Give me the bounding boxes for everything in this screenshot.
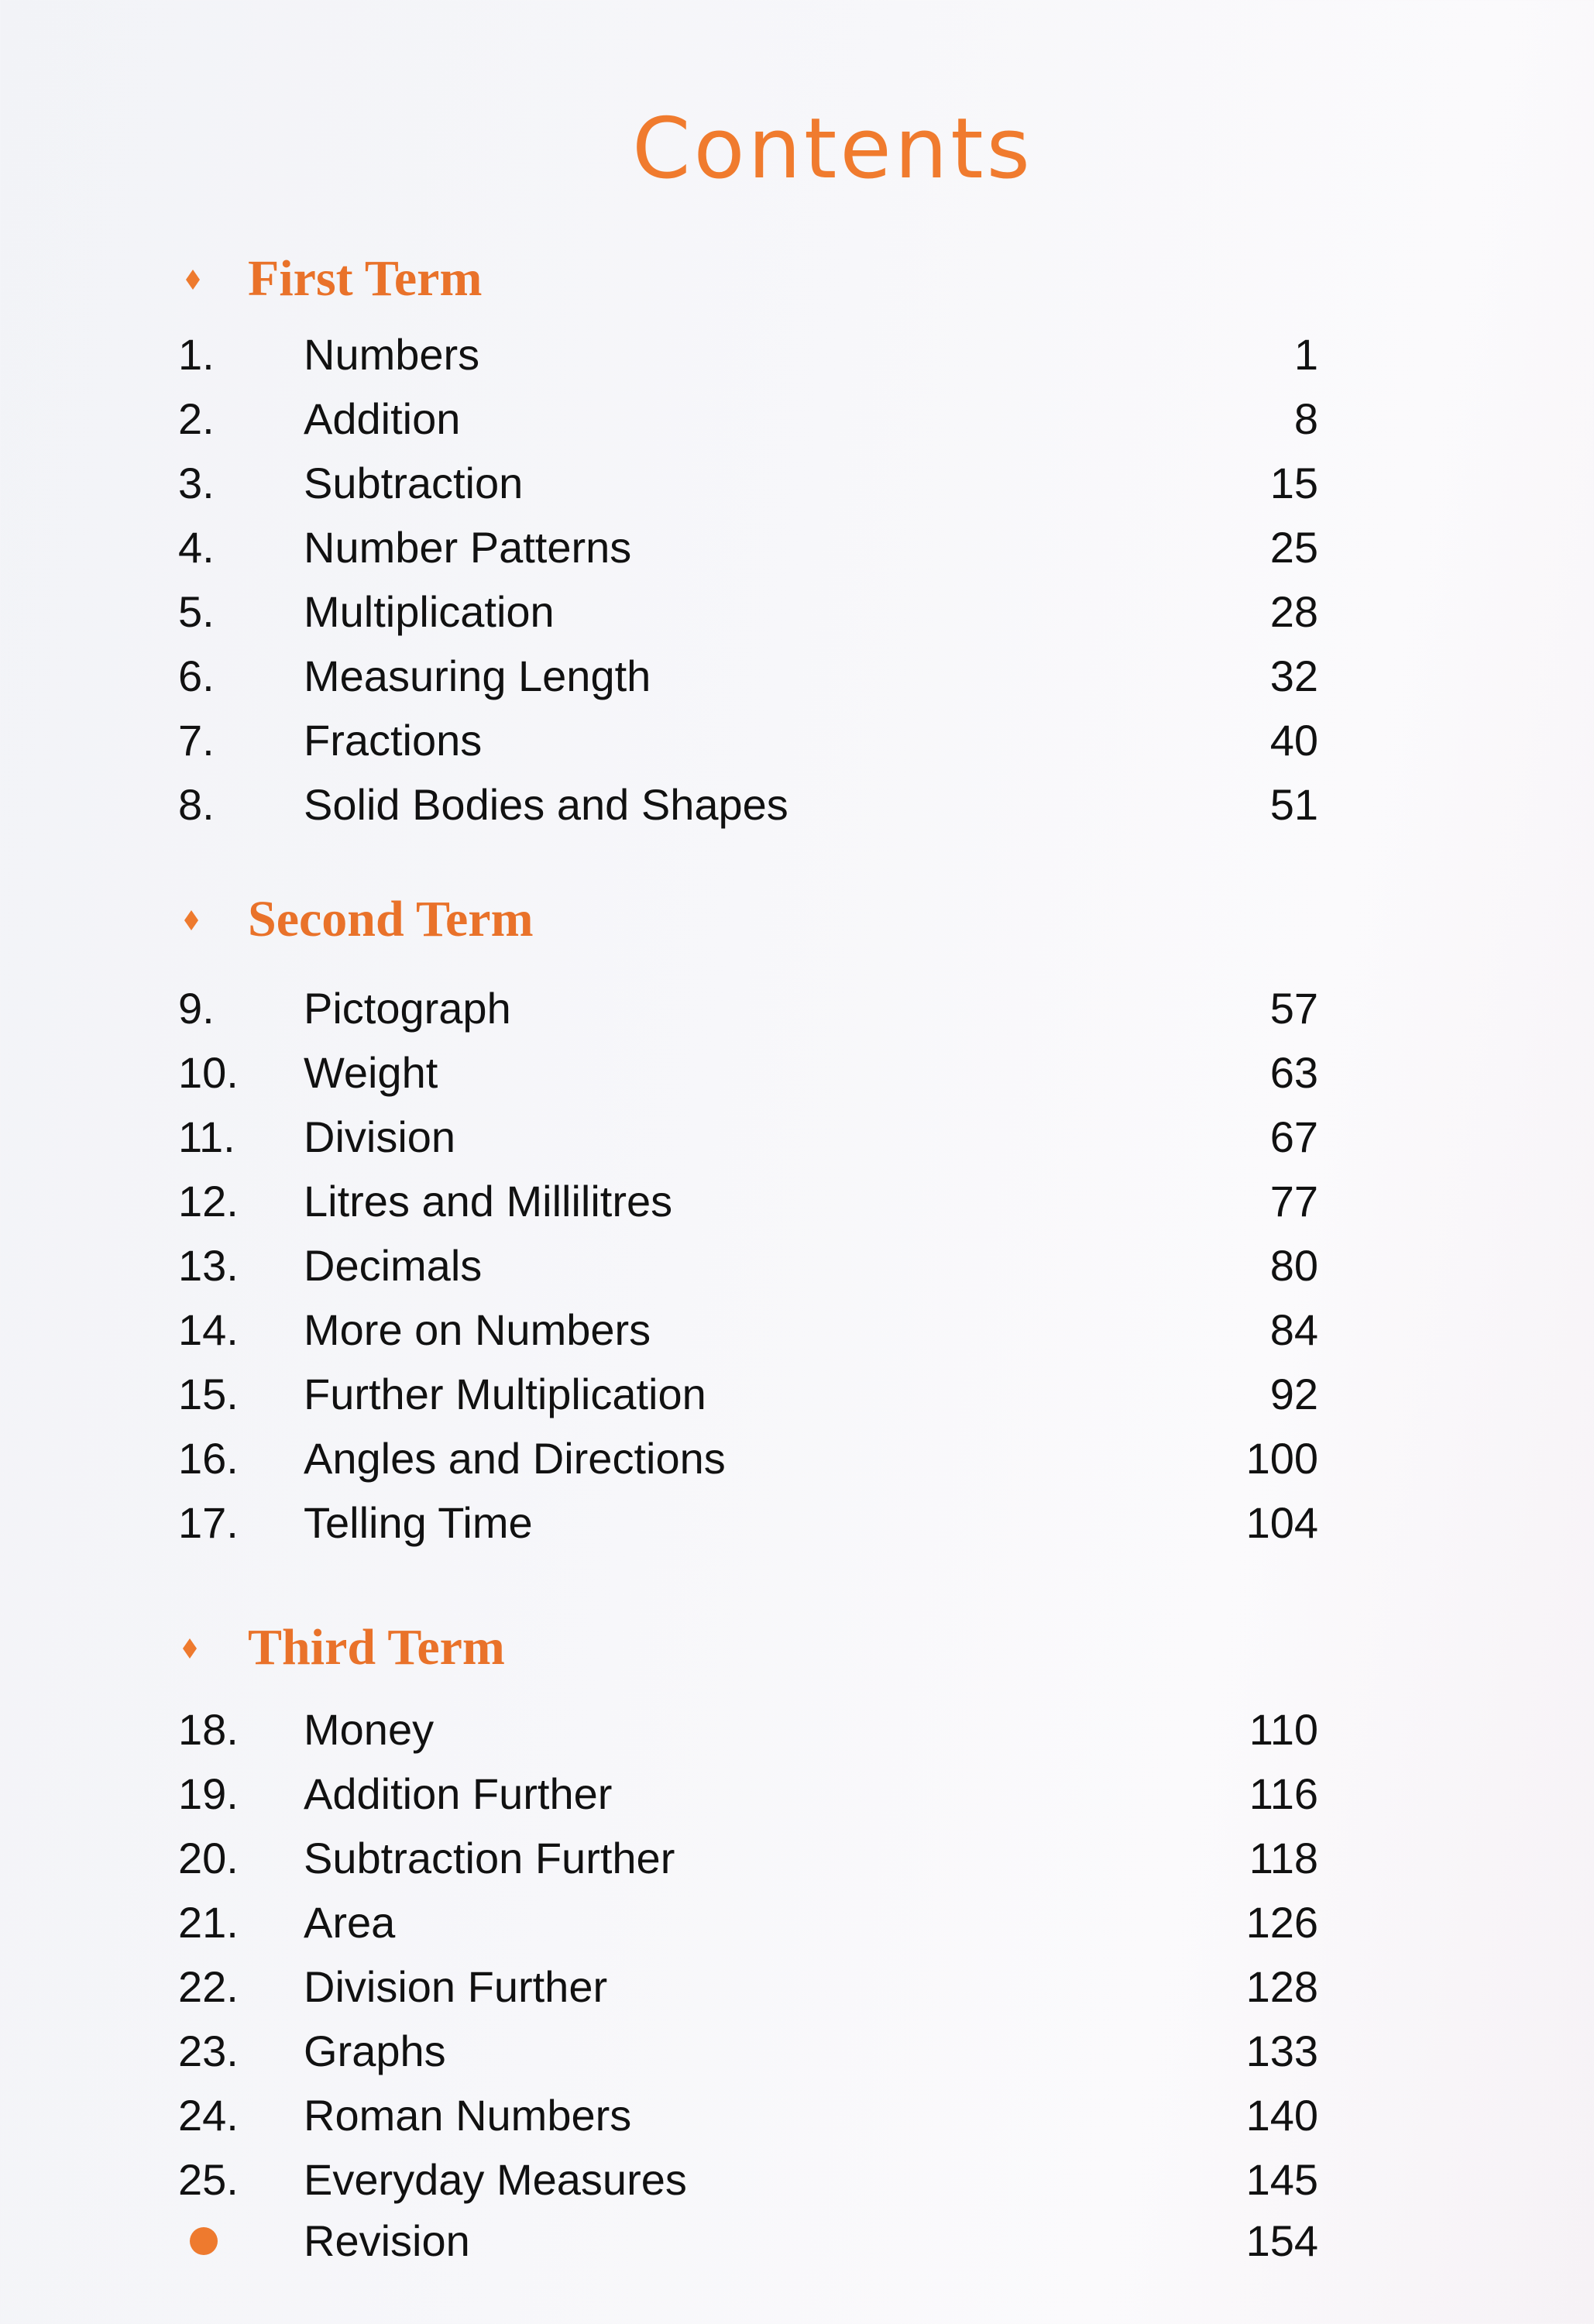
page-number: 15 [1269, 459, 1318, 507]
toc-row [0, 517, 1594, 579]
chapter-title: Division [304, 1112, 456, 1161]
chapter-title: Division Further [304, 1962, 608, 2011]
toc-row [0, 2020, 1594, 2082]
chapter-title: Telling Time [304, 1498, 533, 1547]
chapter-number: 2. [178, 394, 215, 443]
page-number: 128 [1245, 1962, 1318, 2011]
chapter-title: Area [304, 1898, 396, 1947]
page-number: 104 [1245, 1498, 1318, 1547]
chapter-number: 8. [178, 780, 215, 829]
bullet-dot-icon [190, 2227, 218, 2255]
chapter-number: 3. [178, 459, 215, 507]
chapter-title: Roman Numbers [304, 2091, 632, 2140]
section-heading-first-term: First Term [248, 250, 483, 307]
chapter-number: 18. [178, 1705, 239, 1754]
chapter-title: Fractions [304, 716, 483, 765]
toc-row [0, 645, 1594, 707]
page-number: 80 [1269, 1241, 1318, 1290]
chapter-title: Revision [304, 2216, 470, 2265]
chapter-number: 6. [178, 651, 215, 700]
chapter-number: 23. [178, 2027, 239, 2075]
toc-row [0, 1492, 1594, 1554]
section-bullet-icon [184, 910, 198, 930]
chapter-number: 21. [178, 1898, 239, 1947]
chapter-title: Solid Bodies and Shapes [304, 780, 788, 829]
toc-row [0, 978, 1594, 1040]
page-number: 133 [1245, 2027, 1318, 2075]
chapter-number: 11. [178, 1112, 235, 1161]
chapter-number: 4. [178, 523, 215, 572]
page-number: 1 [1293, 330, 1318, 379]
toc-row [0, 1299, 1594, 1361]
toc-row [0, 388, 1594, 450]
page-number: 28 [1269, 587, 1318, 636]
toc-row [0, 1763, 1594, 1825]
page-number: 77 [1269, 1177, 1318, 1226]
chapter-title: Measuring Length [304, 651, 651, 700]
page-number: 145 [1245, 2155, 1318, 2204]
chapter-number: 24. [178, 2091, 239, 2140]
section-bullet-icon [183, 1638, 197, 1659]
toc-row [0, 1235, 1594, 1297]
page-number: 25 [1269, 523, 1318, 572]
chapter-title: More on Numbers [304, 1305, 651, 1354]
page-title: Contents [632, 101, 1033, 198]
chapter-number: 22. [178, 1962, 239, 2011]
chapter-number: 7. [178, 716, 215, 765]
toc-row [0, 1428, 1594, 1490]
chapter-number: 17. [178, 1498, 239, 1547]
toc-row [0, 1892, 1594, 1954]
toc-row [0, 774, 1594, 836]
page-number: 32 [1269, 651, 1318, 700]
chapter-number: 10. [178, 1048, 239, 1097]
chapter-title: Weight [304, 1048, 438, 1097]
chapter-title: Multiplication [304, 587, 555, 636]
chapter-number: 5. [178, 587, 215, 636]
chapter-title: Further Multiplication [304, 1370, 706, 1418]
chapter-title: Subtraction Further [304, 1834, 675, 1882]
section-heading-third-term: Third Term [248, 1619, 505, 1676]
chapter-number: 15. [178, 1370, 239, 1418]
toc-row [0, 324, 1594, 386]
page-number: 110 [1249, 1705, 1318, 1754]
toc-row [0, 452, 1594, 514]
chapter-title: Everyday Measures [304, 2155, 687, 2204]
chapter-title: Decimals [304, 1241, 483, 1290]
toc-row [0, 1171, 1594, 1232]
toc-row [0, 710, 1594, 772]
chapter-number: 25. [178, 2155, 239, 2204]
chapter-number: 19. [178, 1769, 239, 1818]
page-number: 92 [1269, 1370, 1318, 1418]
chapter-number: 9. [178, 984, 215, 1033]
chapter-title: Money [304, 1705, 435, 1754]
chapter-title: Addition [304, 394, 461, 443]
page-number: 140 [1245, 2091, 1318, 2140]
page-number: 67 [1269, 1112, 1318, 1161]
chapter-title: Addition Further [304, 1769, 613, 1818]
chapter-title: Numbers [304, 330, 480, 379]
page-number: 40 [1269, 716, 1318, 765]
toc-row [0, 2210, 1594, 2272]
chapter-number: 16. [178, 1434, 239, 1483]
page-number: 63 [1269, 1048, 1318, 1097]
toc-row [0, 1827, 1594, 1889]
page-number: 154 [1245, 2216, 1318, 2265]
toc-row [0, 581, 1594, 643]
toc-row [0, 1042, 1594, 1104]
chapter-title: Subtraction [304, 459, 524, 507]
page-number: 84 [1269, 1305, 1318, 1354]
chapter-title: Graphs [304, 2027, 446, 2075]
page-number: 51 [1269, 780, 1318, 829]
chapter-number: 13. [178, 1241, 239, 1290]
toc-row [0, 1699, 1594, 1761]
chapter-title: Number Patterns [304, 523, 632, 572]
section-bullet-icon [186, 270, 200, 290]
toc-row [0, 1363, 1594, 1425]
chapter-title: Angles and Directions [304, 1434, 726, 1483]
page-number: 126 [1245, 1898, 1318, 1947]
page-number: 57 [1269, 984, 1318, 1033]
toc-row [0, 2085, 1594, 2147]
chapter-number: 14. [178, 1305, 239, 1354]
toc-row [0, 1956, 1594, 2018]
page-number: 100 [1245, 1434, 1318, 1483]
page-number: 118 [1249, 1834, 1318, 1882]
chapter-title: Pictograph [304, 984, 511, 1033]
toc-row [0, 1106, 1594, 1168]
chapter-title: Litres and Millilitres [304, 1177, 673, 1226]
page-number: 8 [1293, 394, 1318, 443]
chapter-number: 1. [178, 330, 215, 379]
section-heading-second-term: Second Term [248, 891, 534, 947]
chapter-number: 12. [178, 1177, 239, 1226]
chapter-number: 20. [178, 1834, 239, 1882]
toc-row [0, 2149, 1594, 2211]
page-number: 116 [1249, 1769, 1318, 1818]
